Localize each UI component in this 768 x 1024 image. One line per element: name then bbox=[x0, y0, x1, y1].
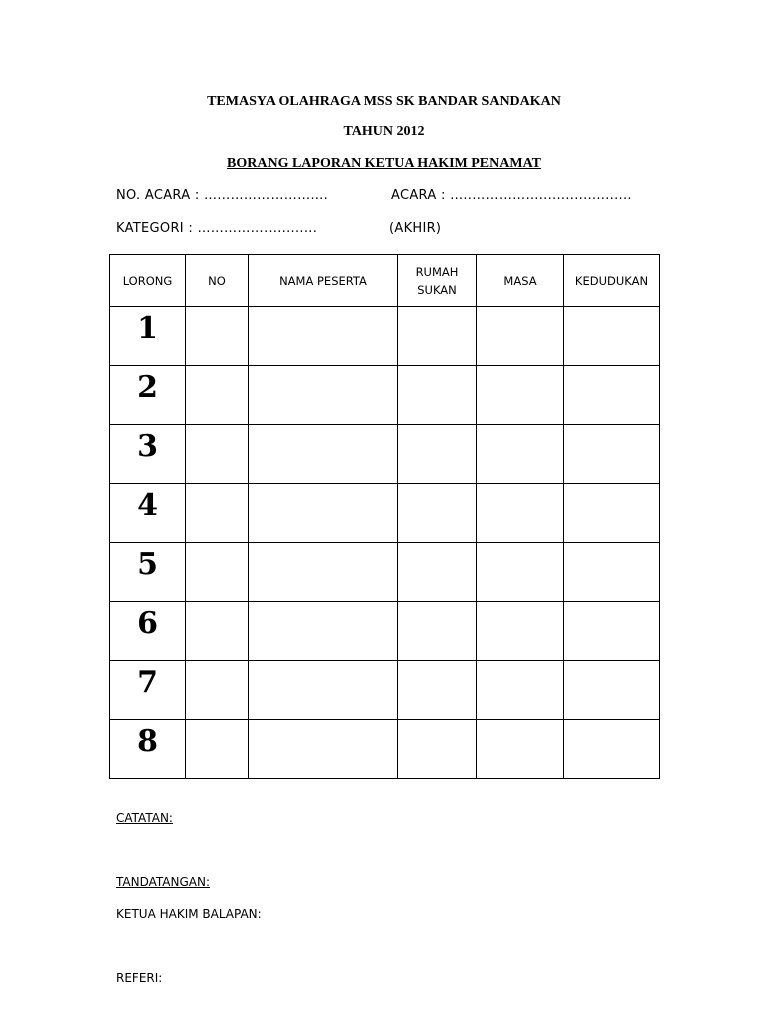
header-nama-peserta: NAMA PESERTA bbox=[249, 255, 398, 307]
cell-no bbox=[186, 484, 249, 543]
catatan-label: CATATAN: bbox=[116, 811, 173, 825]
cell-masa bbox=[477, 602, 564, 661]
cell-kedudukan bbox=[564, 425, 660, 484]
cell-rumah-sukan bbox=[398, 661, 477, 720]
cell-nama-peserta bbox=[249, 720, 398, 779]
akhir-label: (AKHIR) bbox=[389, 221, 442, 236]
referi-label: REFERI: bbox=[116, 971, 163, 985]
header-no: NO bbox=[186, 255, 249, 307]
kategori-field: KATEGORI : ………………......... bbox=[116, 221, 318, 236]
cell-no bbox=[186, 425, 249, 484]
cell-kedudukan bbox=[564, 307, 660, 366]
cell-masa bbox=[477, 484, 564, 543]
table-row bbox=[110, 484, 660, 543]
cell-kedudukan bbox=[564, 366, 660, 425]
lane-number: 7 bbox=[110, 661, 186, 720]
cell-rumah-sukan bbox=[398, 602, 477, 661]
lane-number: 8 bbox=[110, 720, 186, 779]
document-year: TAHUN 2012 bbox=[343, 124, 425, 139]
cell-no bbox=[186, 602, 249, 661]
cell-nama-peserta bbox=[249, 366, 398, 425]
cell-nama-peserta bbox=[249, 602, 398, 661]
results-table bbox=[109, 254, 660, 779]
cell-kedudukan bbox=[564, 602, 660, 661]
cell-masa bbox=[477, 425, 564, 484]
acara-field: ACARA : …..……………..................... bbox=[391, 188, 632, 203]
cell-nama-peserta bbox=[249, 425, 398, 484]
cell-rumah-sukan bbox=[398, 425, 477, 484]
cell-nama-peserta bbox=[249, 484, 398, 543]
cell-masa bbox=[477, 543, 564, 602]
table-row bbox=[110, 425, 660, 484]
table-row bbox=[110, 720, 660, 779]
document-title: TEMASYA OLAHRAGA MSS SK BANDAR SANDAKAN bbox=[207, 94, 561, 109]
cell-rumah-sukan bbox=[398, 720, 477, 779]
cell-rumah-sukan bbox=[398, 543, 477, 602]
header-kedudukan: KEDUDUKAN bbox=[564, 255, 660, 307]
header-rumah-line2: SUKAN bbox=[417, 282, 457, 297]
cell-nama-peserta bbox=[249, 543, 398, 602]
cell-masa bbox=[477, 661, 564, 720]
cell-masa bbox=[477, 366, 564, 425]
lane-number: 1 bbox=[110, 307, 186, 366]
cell-kedudukan bbox=[564, 543, 660, 602]
no-acara-field: NO. ACARA : ………………………. bbox=[116, 188, 329, 203]
table-row bbox=[110, 602, 660, 661]
cell-nama-peserta bbox=[249, 661, 398, 720]
form-title: BORANG LAPORAN KETUA HAKIM PENAMAT bbox=[227, 156, 541, 171]
cell-nama-peserta bbox=[249, 307, 398, 366]
cell-no bbox=[186, 543, 249, 602]
cell-rumah-sukan bbox=[398, 307, 477, 366]
cell-rumah-sukan bbox=[398, 484, 477, 543]
cell-rumah-sukan bbox=[398, 366, 477, 425]
lane-number: 2 bbox=[110, 366, 186, 425]
table-header-row bbox=[110, 255, 660, 307]
header-rumah-sukan bbox=[398, 255, 477, 307]
cell-kedudukan bbox=[564, 720, 660, 779]
cell-masa bbox=[477, 720, 564, 779]
cell-no bbox=[186, 366, 249, 425]
cell-masa bbox=[477, 307, 564, 366]
cell-kedudukan bbox=[564, 661, 660, 720]
cell-no bbox=[186, 661, 249, 720]
table-row bbox=[110, 307, 660, 366]
lane-number: 4 bbox=[110, 484, 186, 543]
cell-kedudukan bbox=[564, 484, 660, 543]
table-row bbox=[110, 661, 660, 720]
cell-no bbox=[186, 307, 249, 366]
cell-no bbox=[186, 720, 249, 779]
lane-number: 6 bbox=[110, 602, 186, 661]
tandatangan-label: TANDATANGAN: bbox=[116, 875, 211, 889]
table-row bbox=[110, 543, 660, 602]
table-row bbox=[110, 366, 660, 425]
header-masa: MASA bbox=[477, 255, 564, 307]
header-rumah-line1: RUMAH bbox=[415, 264, 459, 279]
lane-number: 5 bbox=[110, 543, 186, 602]
header-lorong: LORONG bbox=[110, 255, 186, 307]
lane-number: 3 bbox=[110, 425, 186, 484]
ketua-hakim-label: KETUA HAKIM BALAPAN: bbox=[116, 907, 262, 921]
